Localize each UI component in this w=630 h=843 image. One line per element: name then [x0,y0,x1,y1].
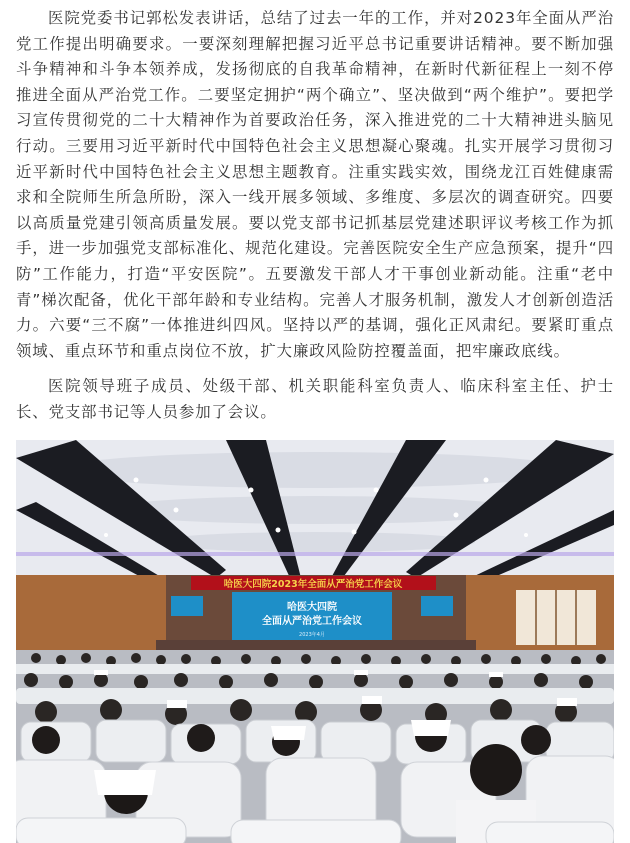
conference-photo [16,440,614,843]
screen-title-line2: 全面从严治党工作会议 [262,616,362,627]
screen-date: 2023年4月 [299,632,325,638]
screen-title-line1: 哈医大四院 [287,602,337,613]
conference-hall-illustration [16,440,614,843]
article-paragraph-attendees: 医院领导班子成员、处级干部、机关职能科室负责人、临床科室主任、护士长、党支部书记等人员参加了会议。 [16,377,614,421]
conference-banner-text: 哈医大四院2023年全面从严治党工作会议 [223,579,403,590]
article-paragraph-speech: 医院党委书记郭松发表讲话，总结了过去一年的工作，并对2023年全面从严治党工作提出明确要求。一要深刻理解把握习近平总书记重要讲话精神。要不断加强斗争精神和斗争本领养成，发扬彻底的自我革命精神，在新时代新征程上一刻不停推进全面从严治党工作。二要坚定拥护“两个确立”、坚决做到“两个维护”。要把学习宣传贯彻党的二十大精神作为首要政治任务，深入推进党的二十大精神进头脑见行动。三要用习近平新时代中国特色社会主义思想凝心聚魂。扎实开展学习贯彻习近平新时代中国特色社会主义思想主题教育。注重实践实效，围绕龙江百姓健康需求和全院师生所急所盼，深入一线开展多领域、多维度、多层次的调查研究。四要以高质量党建引领高质量发展。要以党支部书记抓基层党建述职评议考核工作为抓手，进一步加强党支部标准化、规范化建设。完善医院安全生产应急预案，提升“四防”工作能力，打造“平安医院”。五要激发干部人才干事创业新动能。注重“老中青”梯次配备，优化干部年龄和专业结构。完善人才服务机制，激发人才创新创造活力。六要“三不腐”一体推进纠四风。坚持以严的基调，强化正风肃纪。要紧盯重点领域、重点环节和重点岗位不放，扩大廉政风险防控覆盖面，把牢廉政底线。 [16,9,614,360]
